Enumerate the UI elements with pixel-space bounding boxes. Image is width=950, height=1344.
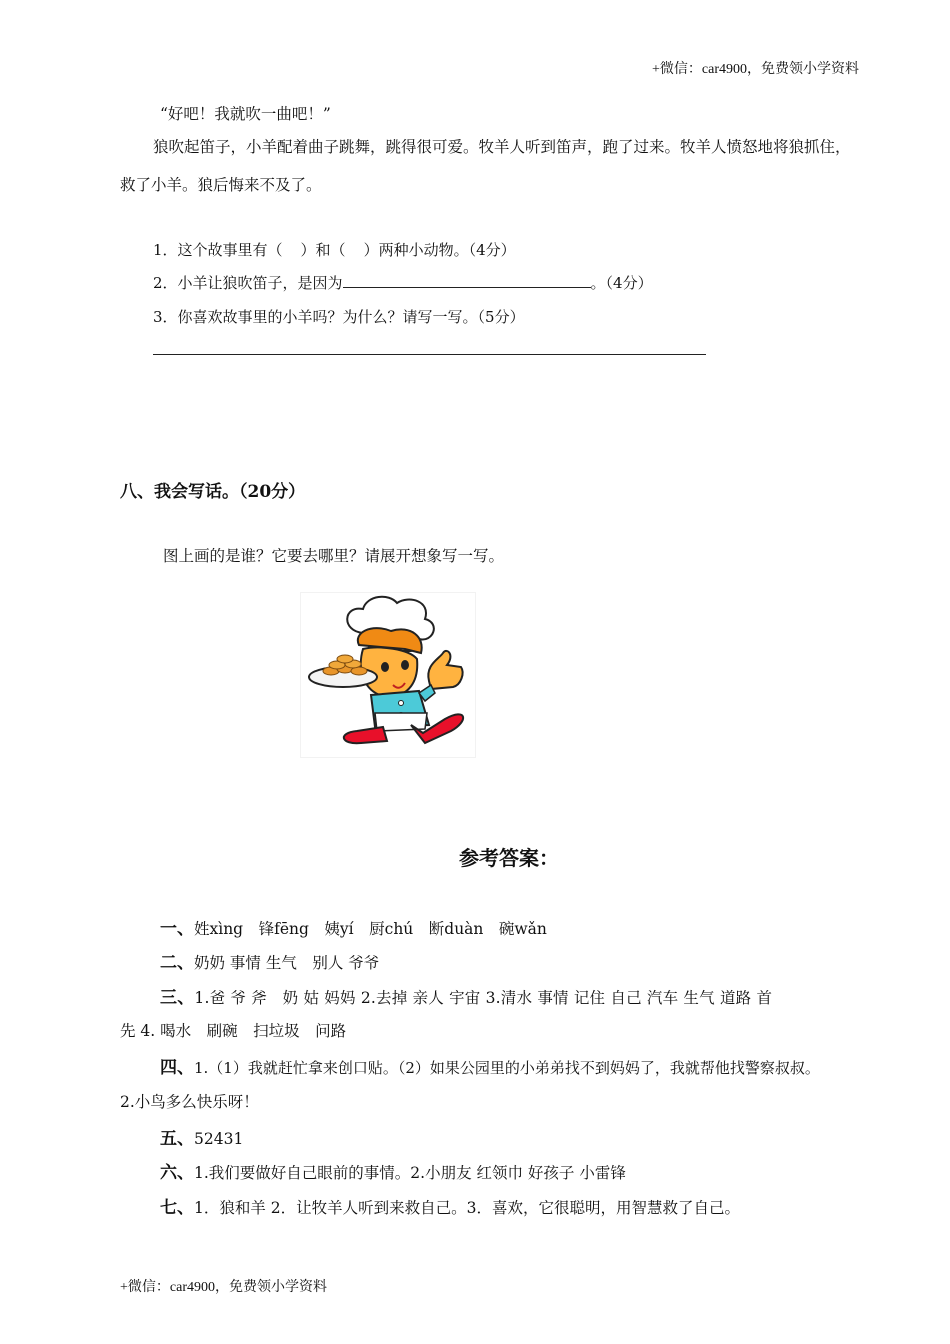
answer-3-continued: 先 4. 喝水 刷碗 扫垃圾 问路 — [120, 1022, 347, 1040]
answer-4: 四、1.（1）我就赶忙拿来创口贴。（2）如果公园里的小弟弟找不到妈妈了，我就帮他找警察叔叔。 — [160, 1058, 820, 1078]
chef-boy-icon — [301, 593, 475, 757]
answers-title: 参考答案： — [459, 846, 559, 870]
section-8-title: 八、我会写话。（20分） — [120, 482, 306, 502]
question-2: 2．小羊让狼吹笛子，是因为 。（4分） — [153, 274, 653, 292]
answer-4-continued: 2.小鸟多么快乐呀！ — [120, 1093, 259, 1111]
header-note: +微信：car4900，免费领小学资料 — [652, 62, 859, 77]
footer-note: +微信：car4900，免费领小学资料 — [120, 1280, 327, 1295]
story-paragraph-line1: 狼吹起笛子，小羊配着曲子跳舞，跳得很可爱。牧羊人听到笛声，跑了过来。牧羊人愤怒地将狼抓住， — [153, 138, 851, 156]
answer-1: 一、姓xìng 锋fēng 姨yí 厨chú 断duàn 碗wǎn — [160, 919, 547, 939]
answer-2: 二、奶奶 事情 生气 别人 爷爷 — [160, 953, 380, 973]
answer-3: 三、1.爸 爷 斧 奶 姑 妈妈 2.去掉 亲人 宇宙 3.清水 事情 记住 自己 汽车 生气 道路 首 — [160, 988, 773, 1008]
answer-blank-line[interactable] — [343, 273, 591, 288]
section-8-prompt: 图上画的是谁？它要去哪里？请展开想象写一写。 — [163, 547, 505, 565]
story-quote: “好吧！我就吹一曲吧！” — [160, 105, 331, 123]
answer-line-q3[interactable] — [153, 354, 706, 355]
question-3: 3．你喜欢故事里的小羊吗？为什么？请写一写。（5分） — [153, 308, 525, 326]
question-1: 1．这个故事里有（ ）和（ ）两种小动物。（4分） — [153, 241, 516, 259]
answer-5: 五、52431 — [160, 1129, 244, 1149]
answer-6: 六、1.我们要做好自己眼前的事情。2.小朋友 红领巾 好孩子 小雷锋 — [160, 1163, 626, 1183]
answer-7: 七、1．狼和羊 2．让牧羊人听到来救自己。3．喜欢，它很聪明，用智慧救了自己。 — [160, 1198, 741, 1218]
chef-illustration — [300, 592, 476, 758]
story-paragraph-line2: 救了小羊。狼后悔来不及了。 — [120, 176, 322, 194]
